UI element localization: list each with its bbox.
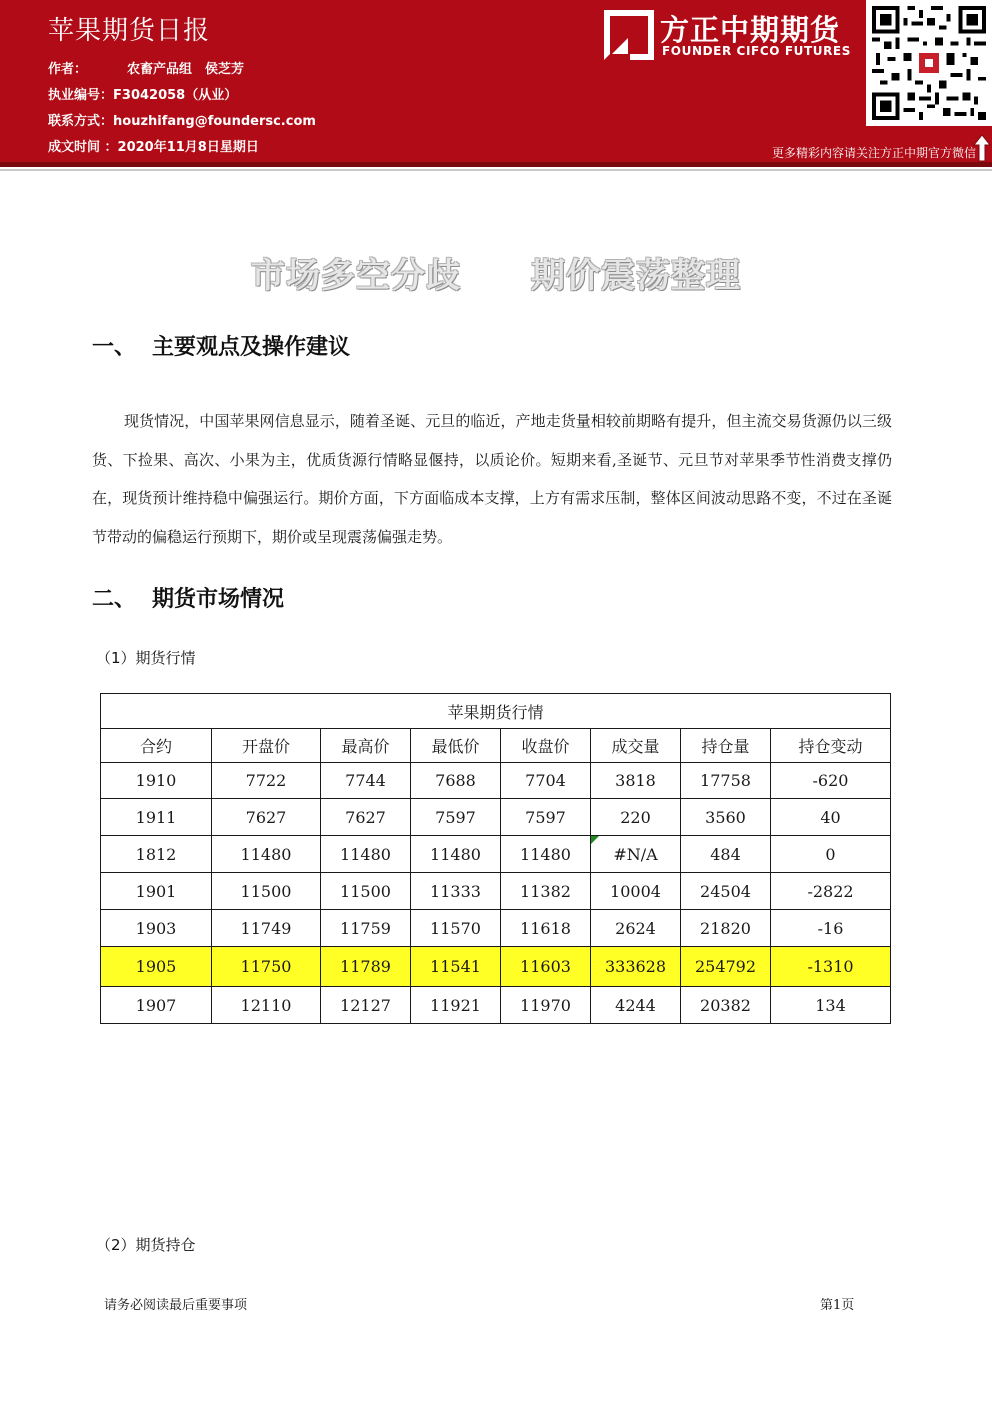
table-cell: 17758 xyxy=(681,763,771,799)
table-cell: 21820 xyxy=(681,910,771,947)
date-value: 2020年11月8日星期日 xyxy=(117,140,259,155)
author-value: 农畜产品组 侯芝芳 xyxy=(127,62,245,77)
table-row xyxy=(101,836,891,873)
contact-label: 联系方式： xyxy=(48,114,114,129)
table-row xyxy=(101,910,891,947)
table-cell: 11480 xyxy=(212,836,321,873)
founder-logo-icon xyxy=(604,10,654,60)
table-cell: 11570 xyxy=(411,910,501,947)
table-cell-error xyxy=(591,836,681,873)
table-cell: 1903 xyxy=(101,910,212,947)
table-cell: 7704 xyxy=(501,763,591,799)
table-cell: -1310 xyxy=(771,947,891,987)
table-cell: 12127 xyxy=(321,987,411,1024)
table-row xyxy=(101,799,891,836)
table-cell: 7722 xyxy=(212,763,321,799)
column-header: 最高价 xyxy=(321,729,411,763)
section-number: 一、 xyxy=(92,335,137,360)
section-title: 期货市场情况 xyxy=(152,587,285,612)
license-label: 执业编号： xyxy=(48,88,114,103)
table-cell: 7597 xyxy=(411,799,501,836)
table-cell: 20382 xyxy=(681,987,771,1024)
table-cell: -16 xyxy=(771,910,891,947)
author-line xyxy=(48,58,244,77)
table-row xyxy=(101,987,891,1024)
table-cell: 11749 xyxy=(212,910,321,947)
section-title: 主要观点及操作建议 xyxy=(152,335,351,360)
column-header: 成交量 xyxy=(591,729,681,763)
table-header-row xyxy=(101,729,891,763)
futures-quote-table xyxy=(100,693,891,1024)
column-header: 收盘价 xyxy=(501,729,591,763)
table-cell: 11618 xyxy=(501,910,591,947)
contact-line xyxy=(48,110,316,129)
table-cell: 3818 xyxy=(591,763,681,799)
table-cell: 220 xyxy=(591,799,681,836)
table-cell: 11603 xyxy=(501,947,591,987)
table-cell: 333628 xyxy=(591,947,681,987)
table-cell: 1812 xyxy=(101,836,212,873)
license-value: F3042058（从业） xyxy=(113,88,238,103)
table-cell: 2624 xyxy=(591,910,681,947)
error-indicator-icon xyxy=(591,836,599,844)
header-divider-light xyxy=(0,169,992,171)
table-cell: -2822 xyxy=(771,873,891,910)
qr-code-icon xyxy=(872,6,986,120)
subsection-futures-quotes: （1）期货行情 xyxy=(96,649,196,667)
table-cell: 11921 xyxy=(411,987,501,1024)
table-row xyxy=(101,873,891,910)
subsection-futures-positions: （2）期货持仓 xyxy=(96,1236,196,1254)
header-divider xyxy=(0,162,992,167)
page-number: 第1页 xyxy=(820,1298,855,1313)
column-header: 最低价 xyxy=(411,729,501,763)
date-label: 成文时间 ： xyxy=(48,140,118,155)
cell-value: #N/A xyxy=(613,844,658,864)
table-row xyxy=(101,763,891,799)
table-cell: 1910 xyxy=(101,763,212,799)
table-cell: 11759 xyxy=(321,910,411,947)
section-heading-2 xyxy=(92,582,284,613)
paragraph-text: 现货情况，中国苹果网信息显示，随着圣诞、元旦的临近，产地走货量相较前期略有提升，但主流交易货源仍以三级货、下捡果、高次、小果为主，优质货源行情略显偃持，以质论价。短期来看,圣诞节、元旦节对苹果季节性消费支撑仍在，现货预计维持稳中偏强运行。期价方面，下方面临成本支撑，上方有需求压制，整体区间波动思路不变，不过在圣诞节带动的偏稳运行预期下，期价或呈现震荡偏强走势。 xyxy=(92,412,892,546)
table-cell: 7627 xyxy=(321,799,411,836)
table-cell: 11382 xyxy=(501,873,591,910)
table-caption-row xyxy=(101,694,891,729)
table-cell: 11970 xyxy=(501,987,591,1024)
section-heading-1 xyxy=(92,330,350,361)
table-cell: 1907 xyxy=(101,987,212,1024)
company-logo xyxy=(604,4,864,64)
license-line xyxy=(48,84,237,103)
author-label: 作者： xyxy=(48,62,88,77)
table-cell: 7597 xyxy=(501,799,591,836)
disclaimer-note: 请务必阅读最后重要事项 xyxy=(104,1298,248,1313)
report-title: 苹果期货日报 xyxy=(48,16,211,46)
table-cell: 12110 xyxy=(212,987,321,1024)
table-cell: 11480 xyxy=(321,836,411,873)
body-paragraph xyxy=(92,402,892,556)
report-header xyxy=(0,0,992,162)
table-cell: 7744 xyxy=(321,763,411,799)
arrow-up-icon xyxy=(972,134,992,162)
table-cell: 11750 xyxy=(212,947,321,987)
column-header: 持仓变动 xyxy=(771,729,891,763)
table-cell: 3560 xyxy=(681,799,771,836)
main-title: 市场多空分歧 期价震荡整理 xyxy=(251,256,741,296)
section-number: 二、 xyxy=(92,587,137,612)
table-cell: 7627 xyxy=(212,799,321,836)
column-header: 合约 xyxy=(101,729,212,763)
wechat-qr-code xyxy=(866,0,992,126)
table-caption: 苹果期货行情 xyxy=(101,694,891,729)
table-cell: 11500 xyxy=(212,873,321,910)
logo-english-name: FOUNDER CIFCO FUTURES xyxy=(662,44,851,58)
table-cell: 11480 xyxy=(501,836,591,873)
table-cell: -620 xyxy=(771,763,891,799)
table-cell: 11500 xyxy=(321,873,411,910)
table-cell: 134 xyxy=(771,987,891,1024)
table-cell: 0 xyxy=(771,836,891,873)
table-cell: 484 xyxy=(681,836,771,873)
follow-wechat-text: 更多精彩内容请关注方正中期官方微信 xyxy=(771,146,976,160)
date-line xyxy=(48,136,259,155)
table-cell: 4244 xyxy=(591,987,681,1024)
table-cell: 254792 xyxy=(681,947,771,987)
table-cell: 1901 xyxy=(101,873,212,910)
table-cell: 11333 xyxy=(411,873,501,910)
table-cell: 1905 xyxy=(101,947,212,987)
contact-email[interactable]: houzhifang@foundersc.com xyxy=(113,114,316,129)
logo-chinese-name: 方正中期期货 xyxy=(660,13,841,47)
table-cell: 7688 xyxy=(411,763,501,799)
column-header: 持仓量 xyxy=(681,729,771,763)
table-cell: 11789 xyxy=(321,947,411,987)
table-cell: 1911 xyxy=(101,799,212,836)
table-cell: 11541 xyxy=(411,947,501,987)
table-cell: 24504 xyxy=(681,873,771,910)
table-cell: 11480 xyxy=(411,836,501,873)
column-header: 开盘价 xyxy=(212,729,321,763)
table-cell: 10004 xyxy=(591,873,681,910)
table-cell: 40 xyxy=(771,799,891,836)
table-row-highlighted xyxy=(101,947,891,987)
